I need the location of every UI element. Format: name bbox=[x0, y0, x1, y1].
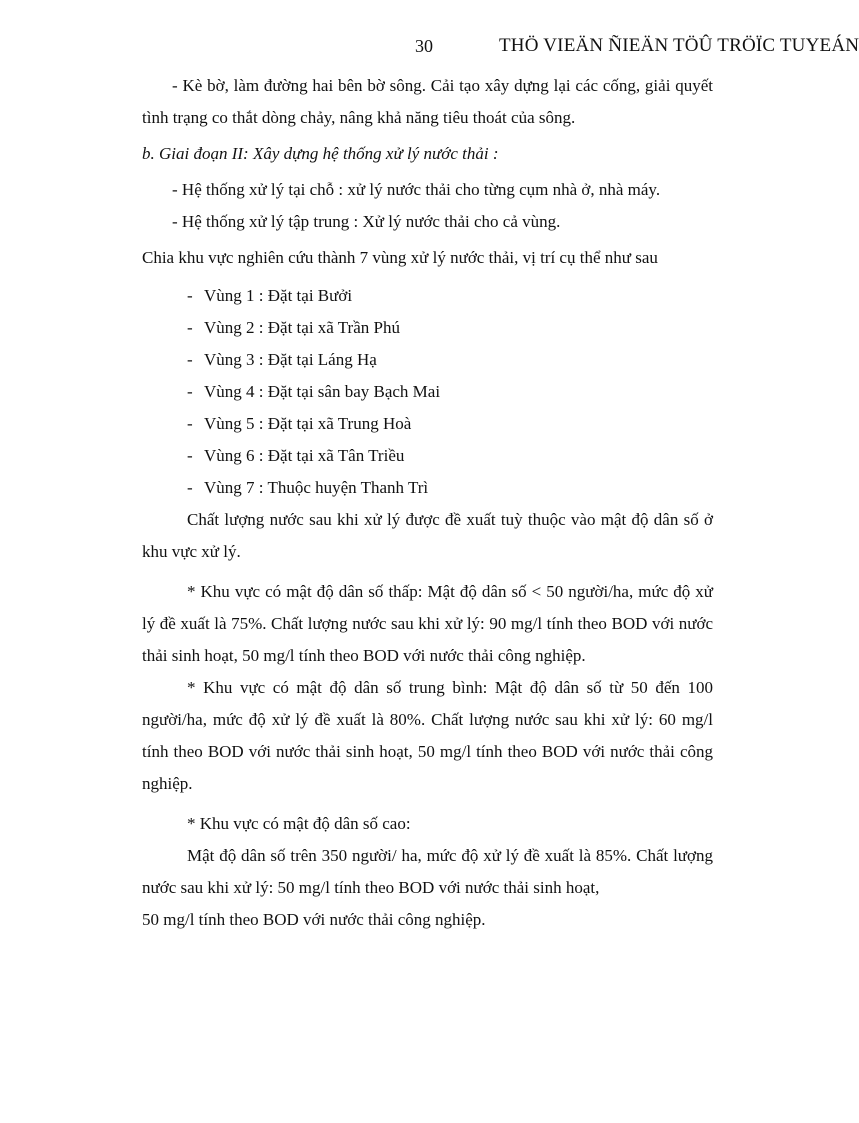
paragraph-low-density: * Khu vực có mật độ dân số thấp: Mật độ dân số < 50 người/ha, mức độ xử lý đề xuất là 75%. Chất lượng nước sau khi xử lý: 90 mg/l tính theo BOD với nước thải sinh hoạt, 50 mg/l tính theo BOD với nước thải công nghiệp. bbox=[142, 582, 713, 665]
paragraph-local-system: - Hệ thống xử lý tại chỗ : xử lý nước thải cho từng cụm nhà ở, nhà máy. bbox=[172, 180, 661, 199]
page-body bbox=[142, 70, 713, 936]
stage2-heading: b. Giai đoạn II: Xây dựng hệ thống xử lý nước thải : bbox=[142, 144, 499, 163]
list-item bbox=[142, 408, 713, 440]
zone-label: Vùng 4 : Đặt tại sân bay Bạch Mai bbox=[204, 382, 441, 401]
paragraph-quality-intro: Chất lượng nước sau khi xử lý được đề xuất tuỳ thuộc vào mật độ dân số ở khu vực xử lý. bbox=[142, 510, 713, 561]
zone-label: Vùng 5 : Đặt tại xã Trung Hoà bbox=[204, 414, 412, 433]
list-dash: - bbox=[187, 382, 193, 401]
paragraph-zones-intro: Chia khu vực nghiên cứu thành 7 vùng xử lý nước thải, vị trí cụ thể như sau bbox=[142, 248, 658, 267]
page-number: 30 bbox=[415, 36, 433, 56]
zone-label: Vùng 2 : Đặt tại xã Trần Phú bbox=[204, 318, 400, 337]
paragraph-high-density-last: 50 mg/l tính theo BOD với nước thải công nghiệp. bbox=[142, 910, 486, 929]
list-dash: - bbox=[187, 286, 193, 305]
zone-label: Vùng 7 : Thuộc huyện Thanh Trì bbox=[204, 478, 429, 497]
paragraph-high-density-body: Mật độ dân số trên 350 người/ ha, mức độ xử lý đề xuất là 85%. Chất lượng nước sau khi xử lý: 50 mg/l tính theo BOD với nước thải sinh hoạt, bbox=[142, 846, 713, 897]
list-dash: - bbox=[187, 478, 193, 497]
list-item bbox=[142, 472, 713, 504]
list-item bbox=[142, 344, 713, 376]
zone-list bbox=[142, 280, 713, 504]
paragraph-dredge: - Kè bờ, làm đường hai bên bờ sông. Cải tạo xây dựng lại các cống, giải quyết tình trạng co thắt dòng chảy, nâng khả năng tiêu thoát của sông. bbox=[142, 76, 713, 127]
list-item bbox=[142, 312, 713, 344]
list-dash: - bbox=[187, 318, 193, 337]
paragraph-high-density-heading: * Khu vực có mật độ dân số cao: bbox=[187, 814, 411, 833]
zone-label: Vùng 1 : Đặt tại Bưởi bbox=[204, 286, 353, 305]
header-title: THÖ VIEÄN ÑIEÄN TÖÛ TRÖÏC TUYEÁN bbox=[499, 35, 859, 56]
zone-label: Vùng 6 : Đặt tại xã Tân Triều bbox=[204, 446, 405, 465]
paragraph-central-system: - Hệ thống xử lý tập trung : Xử lý nước thải cho cả vùng. bbox=[172, 212, 561, 231]
list-item bbox=[142, 440, 713, 472]
list-dash: - bbox=[187, 350, 193, 369]
paragraph-medium-density: * Khu vực có mật độ dân số trung bình: Mật độ dân số từ 50 đến 100 người/ha, mức độ xử lý đề xuất là 80%. Chất lượng nước sau khi xử lý: 60 mg/l tính theo BOD với nước thải sinh hoạt, 50 mg/l tính theo BOD với nước thải công nghiệp. bbox=[142, 678, 713, 793]
list-dash: - bbox=[187, 414, 193, 433]
zone-label: Vùng 3 : Đặt tại Láng Hạ bbox=[204, 350, 377, 369]
list-item bbox=[142, 376, 713, 408]
list-item bbox=[142, 280, 713, 312]
list-dash: - bbox=[187, 446, 193, 465]
